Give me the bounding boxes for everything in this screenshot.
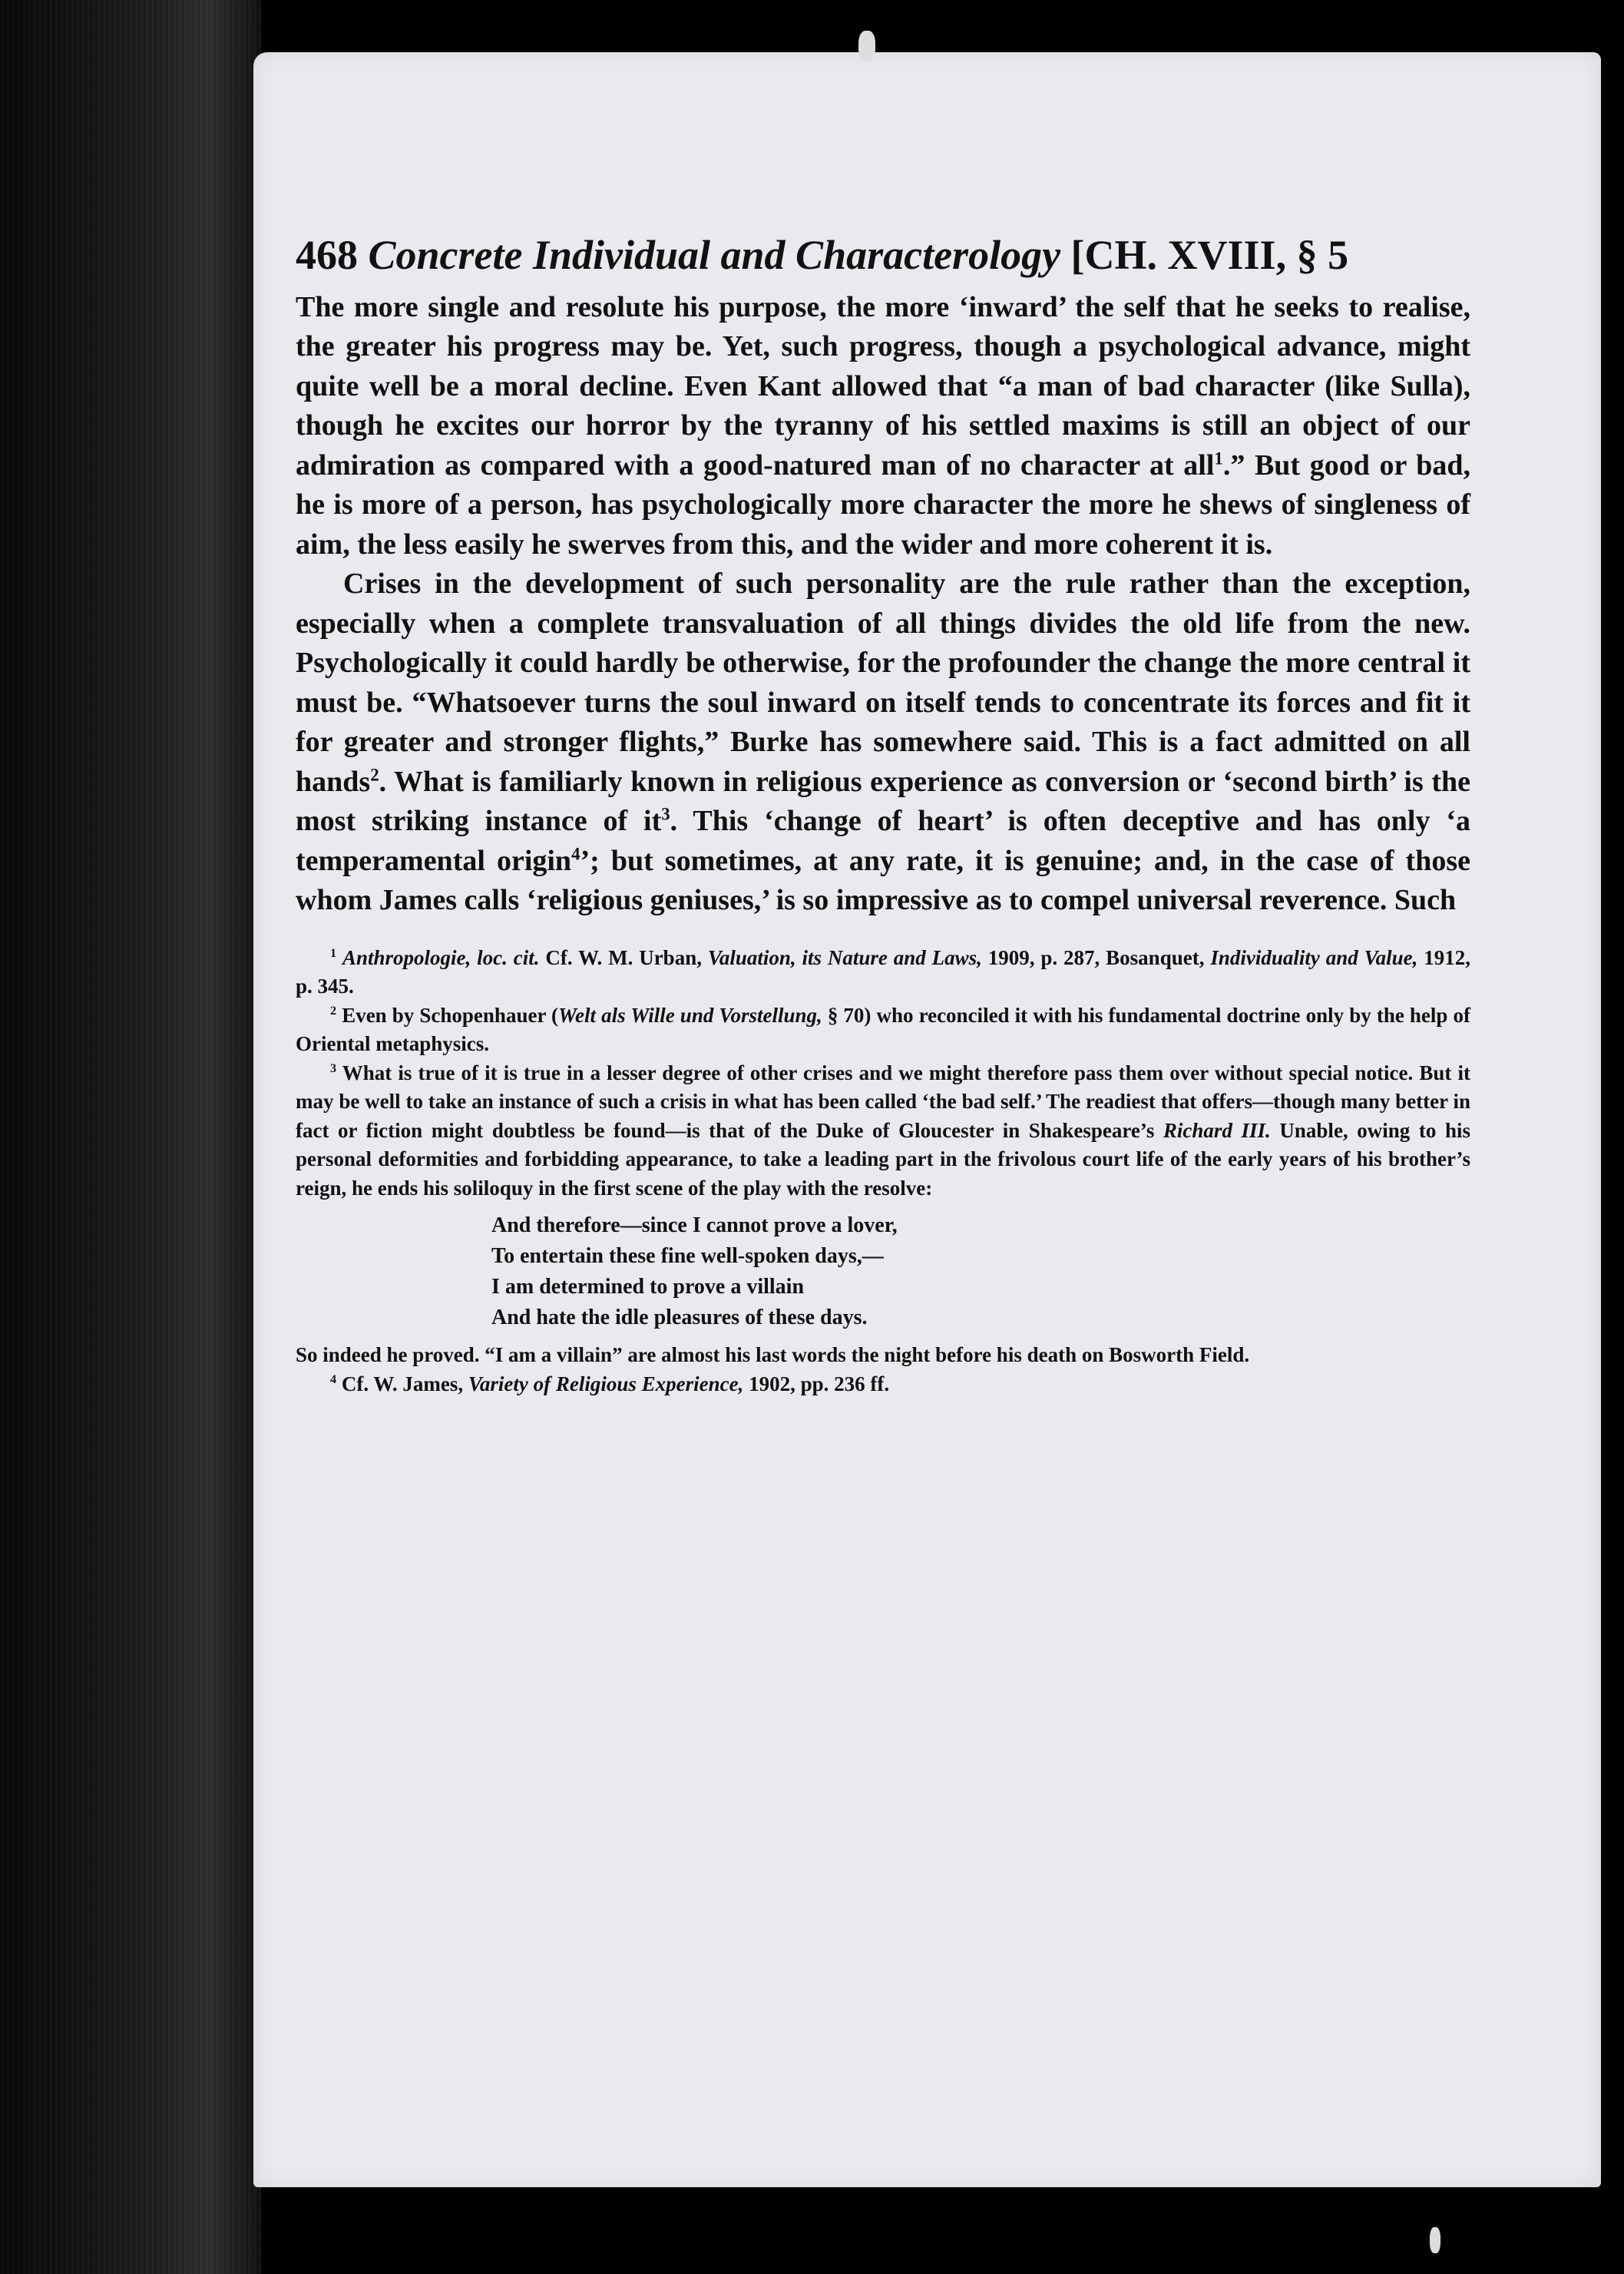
footnote-text: 1902, pp. 236 ff. bbox=[743, 1372, 890, 1395]
verse-line: I am determined to prove a villain bbox=[491, 1275, 805, 1299]
footnote-ref: 1 bbox=[1214, 449, 1223, 468]
paragraph-text: .” But good or bad, he is more of a person, has psychologically more character the more he shews of singleness of aim, the less easily he swerves from this, and the wider and more coherent it is. bbox=[296, 449, 1471, 561]
footnote-mark: 2 bbox=[330, 1003, 337, 1018]
footnote-text: Even by Schopenhauer ( bbox=[342, 1003, 559, 1027]
verse-quotation bbox=[491, 1210, 1470, 1333]
footnote-text: What is true of it is true in a lesser degree of other crises and we might therefore pass them over without special notice. But it may be well to take an instance of such a crisis in what has been called ‘the bad self.’ The readiest that offers—though many better in fact or fiction might doubtless be found—is that of the Duke of Gloucester in Shakespeare’s bbox=[296, 1061, 1470, 1142]
footnote-title: Welt als Wille und Vorstellung, bbox=[558, 1003, 822, 1027]
footnote-3 bbox=[296, 1059, 1470, 1203]
page-number: 468 bbox=[296, 232, 358, 278]
paragraph bbox=[296, 288, 1470, 565]
footnote-4 bbox=[296, 1370, 1470, 1399]
chapter-reference: [CH. XVIII, § 5 bbox=[1070, 232, 1349, 278]
paragraph-text: The more single and resolute his purpose, the more ‘inward’ the self that he seeks to realise, the greater his progress may be. Yet, such progress, though a psychological advance, might quite well be a moral decline. Even Kant allowed that “a man of bad character (like Sulla), though he excites our horror by the tyranny of his settled maxims is still an object of our admiration as compared with a good-natured man of no character at all bbox=[296, 290, 1470, 482]
footnote-continuation: So indeed he proved. “I am a villain” are almost his last words the night before his death on Bosworth Field. bbox=[296, 1343, 1250, 1367]
body-text bbox=[296, 288, 1470, 921]
verse-line: And hate the idle pleasures of these days. bbox=[491, 1306, 868, 1330]
footnote-text: 1909, p. 287, Bosanquet, bbox=[981, 945, 1211, 969]
paragraph-text: . What is familiarly known in religious experience as conversion or ‘second birth’ is the most striking instance of it bbox=[296, 765, 1470, 838]
footnote-text: § 70) who reconciled it with his fundamental doctrine only by the help of Oriental metaphysics. bbox=[296, 1003, 1471, 1056]
footnote-2 bbox=[296, 1001, 1470, 1059]
footnote-ref: 3 bbox=[661, 804, 670, 824]
paragraph-text: ’; but sometimes, at any rate, it is genuine; and, in the case of those whom James calls ‘religious geniuses,’ is so impressive as to compel universal reverence. Such bbox=[296, 844, 1470, 917]
dust-speck bbox=[858, 31, 875, 61]
footnote-title: Variety of Religious Experience, bbox=[468, 1372, 744, 1395]
footnote-text: Cf. W. M. Urban, bbox=[539, 945, 708, 969]
footnotes bbox=[296, 944, 1470, 1399]
footnote-1 bbox=[296, 944, 1470, 1001]
verse-line: And therefore—since I cannot prove a lover, bbox=[491, 1213, 898, 1238]
running-title: Concrete Individual and Characterology bbox=[368, 232, 1061, 278]
footnote-title: Anthropologie, loc. cit. bbox=[342, 945, 540, 969]
footnote-title: Individuality and Value, bbox=[1210, 945, 1418, 969]
footnote-ref: 4 bbox=[571, 844, 580, 864]
footnote-mark: 1 bbox=[330, 945, 337, 960]
book-binding-edge bbox=[0, 0, 261, 2274]
page-content bbox=[296, 230, 1470, 1398]
dust-speck bbox=[1430, 2227, 1440, 2253]
verse-line: To entertain these fine well-spoken days,— bbox=[491, 1244, 884, 1269]
paragraph-text: Crises in the development of such personality are the rule rather than the exception, especially when a complete transvaluation of all things divides the old life from the new. Psychologically it could hardly be otherwise, for the profounder the change the more central it must be. “Whatsoever turns the soul inward on itself tends to concentrate its forces and fit it for greater and stronger flights,” Burke has somewhere said. This is a fact admitted on all hands bbox=[296, 568, 1470, 798]
footnote-text: Cf. W. James, bbox=[341, 1372, 468, 1395]
footnote-title: Richard III. bbox=[1163, 1118, 1271, 1142]
paragraph bbox=[296, 564, 1470, 921]
footnote-mark: 3 bbox=[330, 1061, 337, 1075]
paragraph-text: . This ‘change of heart’ is often deceptive and has only ‘a temperamental origin bbox=[296, 805, 1471, 877]
footnote-ref: 2 bbox=[370, 765, 379, 785]
footnote-title: Valuation, its Nature and Laws, bbox=[707, 945, 982, 969]
footnote-text: Unable, owing to his personal deformities and forbidding appearance, to take a leading part in the frivolous court life of the early years of his brother’s reign, he ends his soliloquy in the first scene of the play with the resolve: bbox=[296, 1118, 1470, 1200]
footnote-mark: 4 bbox=[330, 1372, 337, 1386]
footnote-text: 1912, p. 345. bbox=[296, 945, 1470, 998]
running-header bbox=[296, 230, 1470, 280]
